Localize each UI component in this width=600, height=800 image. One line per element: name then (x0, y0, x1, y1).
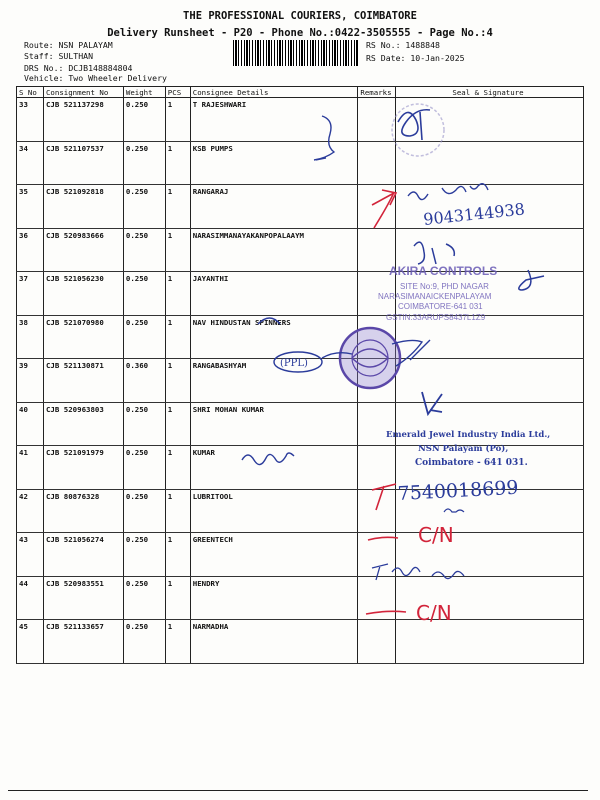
col-sno: S No (17, 87, 44, 98)
sno: 40 (17, 402, 44, 446)
consignee: GREENTECH (190, 533, 358, 577)
pcs: 1 (165, 489, 190, 533)
consignee: LUBRITOOL (190, 489, 358, 533)
sno: 44 (17, 576, 44, 620)
col-consignee: Consignee Details (190, 87, 358, 98)
consignee: SHRI MOHAN KUMAR (190, 402, 358, 446)
stamp-line-address-1: SITE No:9, PHD NAGAR (400, 282, 489, 291)
consignee: KUMAR (190, 446, 358, 490)
signature-row-35 (408, 184, 488, 200)
stamp-line-address-3: COIMBATORE-641 031 (398, 302, 483, 311)
signature-row-37 (519, 270, 544, 290)
consignee: HENDRY (190, 576, 358, 620)
col-remarks: Remarks (358, 87, 396, 98)
red-arrow-row-42 (372, 484, 396, 510)
vehicle-label: Vehicle: Two Wheeler Delivery (24, 73, 167, 83)
round-company-seal (340, 328, 400, 388)
consignee: NAV HINDUSTAN SPINNERS (190, 315, 358, 359)
consignee: JAYANTHI (190, 272, 358, 316)
weight: 0.250 (123, 98, 165, 142)
pcs: 1 (165, 620, 190, 664)
weight: 0.360 (123, 359, 165, 403)
seal-stamp-row-33 (392, 104, 444, 156)
pcs: 1 (165, 228, 190, 272)
consignment-no: CJB 521092818 (43, 185, 123, 229)
staff-label: Staff: SULTHAN (24, 51, 94, 61)
pcs: 1 (165, 315, 190, 359)
signature-row-41 (242, 453, 294, 465)
consignment-no: CJB 521091979 (43, 446, 123, 490)
sno: 35 (17, 185, 44, 229)
pcs: 1 (165, 533, 190, 577)
page-bottom-rule (8, 790, 588, 791)
consignment-no: CJB 520983666 (43, 228, 123, 272)
weight: 0.250 (123, 576, 165, 620)
sno: 38 (17, 315, 44, 359)
sno: 34 (17, 141, 44, 185)
rs-number: RS No.: 1488848 (366, 40, 440, 50)
route-label: Route: NSN PALAYAM (24, 40, 113, 50)
sno: 37 (17, 272, 44, 316)
weight: 0.250 (123, 620, 165, 664)
akira-controls-stamp (378, 264, 497, 322)
consignee: NARASIMMANAYAKANPOPALAAYM (190, 228, 358, 272)
consignment-no: CJB 521137298 (43, 98, 123, 142)
sno: 43 (17, 533, 44, 577)
consignment-no: CJB 521133657 (43, 620, 123, 664)
sno: 33 (17, 98, 44, 142)
weight: 0.250 (123, 272, 165, 316)
stamp-line-address-2: NARASIMANAICKENPALAYAM (378, 292, 492, 301)
consignee: RANGABASHYAM (190, 359, 358, 403)
col-seal-signature: Seal & Signature (396, 87, 584, 98)
consignee: KSB PUMPS (190, 141, 358, 185)
weight: 0.250 (123, 402, 165, 446)
handwritten-cn-row-43: C/N (418, 523, 454, 547)
consignment-no: CJB 521056230 (43, 272, 123, 316)
signature-row-40 (422, 392, 442, 414)
consignment-no: CJB 521056274 (43, 533, 123, 577)
handwritten-cn-row-45: C/N (416, 601, 452, 625)
handwritten-phone-1: 9043144938 (422, 199, 526, 229)
pcs: 1 (165, 402, 190, 446)
col-consignment: Consignment No (43, 87, 123, 98)
red-mark-row-43 (368, 537, 398, 540)
handwritten-ppl: (PPL) (280, 358, 308, 369)
consignment-no: CJB 521070980 (43, 315, 123, 359)
consignee: T RAJESHWARI (190, 98, 358, 142)
col-weight: Weight (123, 87, 165, 98)
pcs: 1 (165, 576, 190, 620)
weight: 0.250 (123, 489, 165, 533)
pcs: 1 (165, 446, 190, 490)
consignment-no: CJB 520983551 (43, 576, 123, 620)
stamp-emerald-line-3: Coimbatore - 641 031. (415, 458, 528, 468)
stamp-emerald-line-2: NSN Palayam (Po), (418, 444, 509, 454)
sno: 42 (17, 489, 44, 533)
consignment-no: CJB 520963803 (43, 402, 123, 446)
stamp-emerald-line-1: Emerald Jewel Industry India Ltd., (386, 430, 551, 440)
col-pcs: PCS (165, 87, 190, 98)
sno: 39 (17, 359, 44, 403)
weight: 0.250 (123, 228, 165, 272)
pcs: 1 (165, 185, 190, 229)
handwritten-phone-2: 7540018699 (397, 476, 519, 505)
weight: 0.250 (123, 141, 165, 185)
rs-date: RS Date: 10-Jan-2025 (366, 53, 465, 63)
consignee: NARMADHA (190, 620, 358, 664)
weight: 0.250 (123, 185, 165, 229)
red-mark-row-45 (366, 611, 406, 614)
consignee: RANGARAJ (190, 185, 358, 229)
sno: 45 (17, 620, 44, 664)
sno: 36 (17, 228, 44, 272)
pcs: 1 (165, 98, 190, 142)
signature-row-36 (414, 242, 454, 264)
company-title: THE PROFESSIONAL COURIERS, COIMBATORE (183, 10, 417, 22)
consignment-no: CJB 80876328 (43, 489, 123, 533)
signature-row-44 (372, 564, 464, 580)
emerald-jewel-stamp (386, 430, 550, 468)
consignment-no: CJB 521130871 (43, 359, 123, 403)
weight: 0.250 (123, 446, 165, 490)
red-arrow-row-35 (372, 190, 396, 228)
weight: 0.250 (123, 315, 165, 359)
signature-row-34 (314, 116, 334, 160)
stamp-line-company: AKIRA CONTROLS (389, 264, 498, 278)
drs-label: DRS No.: DCJB148884804 (24, 63, 133, 73)
stamp-line-gstin: GSTIN:33ARUPS8437L1Z9 (386, 313, 486, 322)
pcs: 1 (165, 141, 190, 185)
signature-row-42 (444, 509, 464, 512)
consignment-no: CJB 521107537 (43, 141, 123, 185)
pcs: 1 (165, 272, 190, 316)
pcs: 1 (165, 359, 190, 403)
sno: 41 (17, 446, 44, 490)
runsheet-subtitle: Delivery Runsheet - P20 - Phone No.:0422-3505555 - Page No.:4 (107, 27, 493, 39)
weight: 0.250 (123, 533, 165, 577)
